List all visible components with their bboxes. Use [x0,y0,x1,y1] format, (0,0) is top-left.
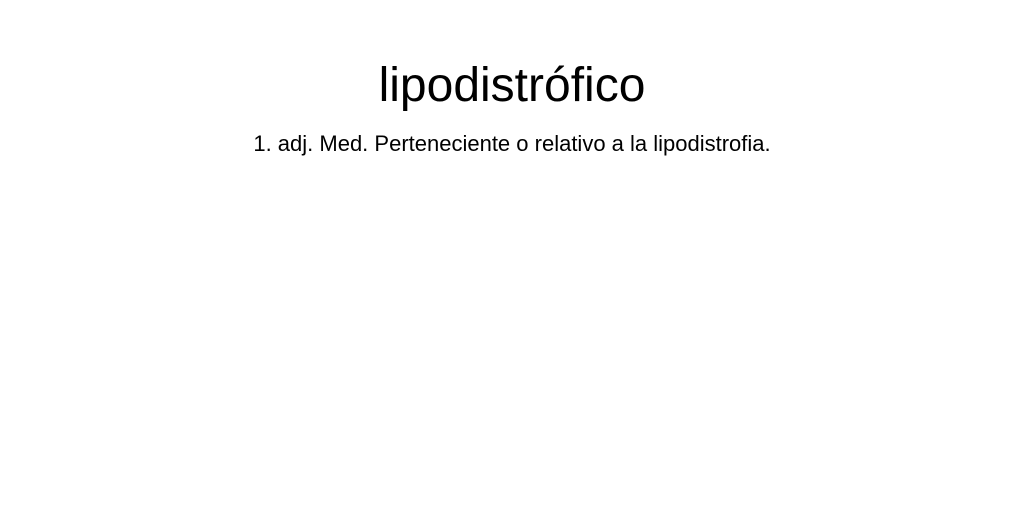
entry-headword: lipodistrófico [378,59,646,112]
entry-definition: 1. adj. Med. Perteneciente o relativo a la lipodistrofia. [253,131,771,156]
dictionary-entry [0,58,1024,158]
